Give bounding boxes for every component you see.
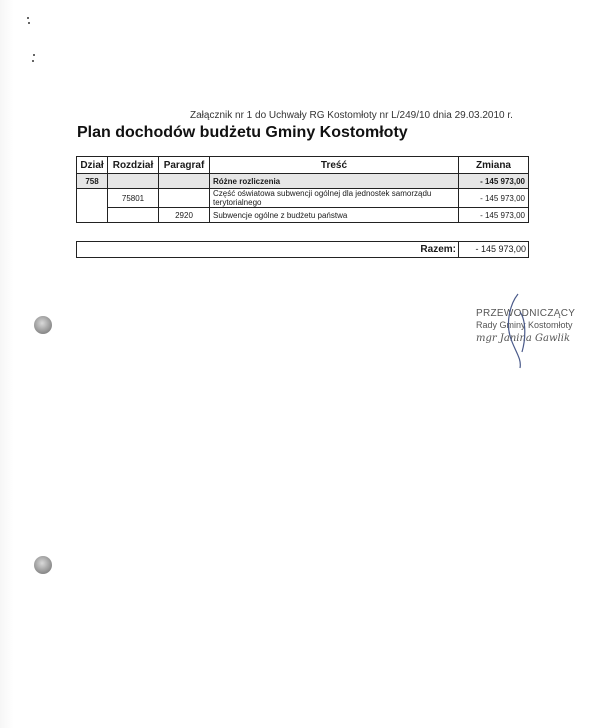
cell-tresc: Różne rozliczenia <box>210 174 459 189</box>
cell-zmiana: - 145 973,00 <box>459 189 529 208</box>
header-zmiana: Zmiana <box>459 157 529 174</box>
scan-speck <box>27 17 29 19</box>
cell-rozdzial <box>108 174 159 189</box>
total-value: - 145 973,00 <box>458 242 528 257</box>
scan-speck <box>28 22 30 24</box>
signature-name: mgr Janina Gawlik <box>476 333 570 344</box>
total-label: Razem: <box>420 244 456 255</box>
header-rozdzial: Rozdział <box>108 157 159 174</box>
total-row <box>76 241 529 258</box>
header-tresc: Treść <box>210 157 459 174</box>
signature-council: Rady Gminy Kostomłoty <box>476 320 573 330</box>
scan-speck <box>33 54 35 56</box>
cell-dzial <box>77 189 108 223</box>
scan-speck <box>32 60 34 62</box>
resolution-caption: Załącznik nr 1 do Uchwały RG Kostomłoty nr L/249/10 dnia 29.03.2010 r. <box>190 110 513 121</box>
signature-title: PRZEWODNICZĄCY <box>476 308 576 319</box>
cell-rozdzial <box>108 208 159 223</box>
cell-tresc: Subwencje ogólne z budżetu państwa <box>210 208 459 223</box>
budget-table <box>76 156 529 223</box>
cell-rozdzial: 75801 <box>108 189 159 208</box>
header-dzial: Dział <box>77 157 108 174</box>
table-row <box>77 208 529 223</box>
page-title: Plan dochodów budżetu Gminy Kostomłoty <box>77 124 408 141</box>
table-row <box>77 189 529 208</box>
table-header-row <box>77 157 529 174</box>
punch-hole-top <box>34 316 52 334</box>
cell-zmiana: - 145 973,00 <box>459 174 529 189</box>
punch-hole-bottom <box>34 556 52 574</box>
handwritten-signature-icon <box>496 292 536 370</box>
signature-block <box>476 308 586 344</box>
header-paragraf: Paragraf <box>159 157 210 174</box>
cell-paragraf: 2920 <box>159 208 210 223</box>
cell-tresc: Część oświatowa subwencji ogólnej dla jednostek samorządu terytorialnego <box>210 189 459 208</box>
cell-zmiana: - 145 973,00 <box>459 208 529 223</box>
cell-paragraf <box>159 189 210 208</box>
cell-dzial: 758 <box>77 174 108 189</box>
table-row <box>77 174 529 189</box>
cell-paragraf <box>159 174 210 189</box>
